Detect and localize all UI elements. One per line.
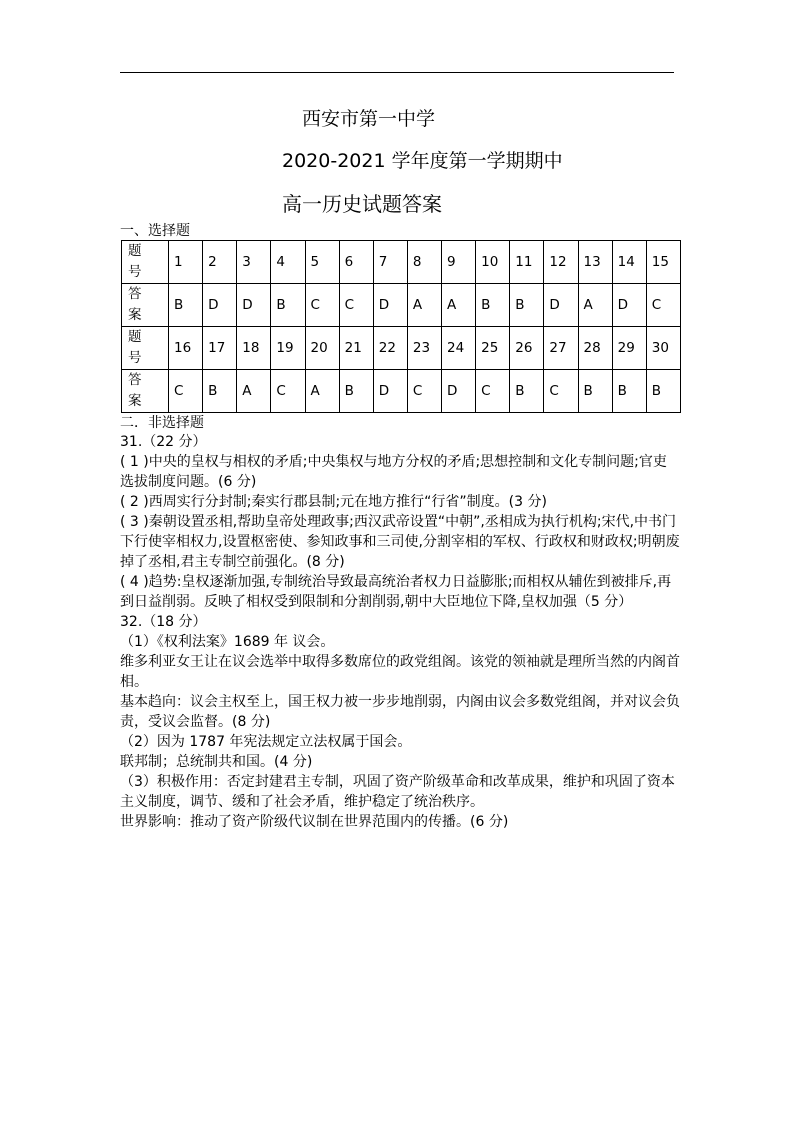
question-number-row	[122, 327, 681, 370]
answer-cell: C	[407, 370, 441, 413]
answer-cell: A	[305, 370, 339, 413]
question-number-cell: 24	[442, 327, 476, 370]
answer-cell: B	[203, 370, 237, 413]
question-number-cell: 25	[476, 327, 510, 370]
question-number-label-char: 题	[128, 329, 142, 345]
question-number-label-char: 号	[128, 264, 142, 280]
question-number-cell: 28	[578, 327, 612, 370]
question-number-cell: 11	[510, 241, 544, 284]
answer-cell: A	[237, 370, 271, 413]
document-title: 高一历史试题答案	[282, 192, 442, 216]
question-number-cell: 9	[442, 241, 476, 284]
question-number-cell: 2	[203, 241, 237, 284]
q31-part-1: ( 1 )中央的皇权与相权的矛盾;中央集权与地方分权的矛盾;思想控制和文化专制问题;官吏选拔制度问题。(6 分)	[120, 454, 667, 490]
question-number-cell: 4	[271, 241, 305, 284]
answer-label-char: 答	[128, 372, 142, 388]
question-number-cell: 15	[646, 241, 680, 284]
question-number-cell: 27	[544, 327, 578, 370]
answer-cell: D	[203, 284, 237, 327]
answer-cell: D	[373, 284, 407, 327]
question-number-label	[122, 327, 169, 370]
answer-cell: D	[373, 370, 407, 413]
answer-cell: B	[612, 370, 646, 413]
q32-part-2: （2）因为 1787 年宪法规定立法权属于国会。	[120, 734, 412, 750]
answer-label-char: 答	[128, 286, 142, 302]
question-number-cell: 17	[203, 327, 237, 370]
answer-cell: D	[544, 284, 578, 327]
answer-cell: B	[169, 284, 203, 327]
question-number-cell: 1	[169, 241, 203, 284]
q31-part-2: ( 2 )西周实行分封制;秦实行郡县制;元在地方推行“行省”制度。(3 分)	[120, 494, 547, 510]
q31-part-3: ( 3 )秦朝设置丞相,帮助皇帝处理政事;西汉武帝设置“中朝”,丞相成为执行机构;宋代,中书门下行使宰相权力,设置枢密使、参知政事和三司使,分割宰相的军权、行政权和财政权;明朝废掉了丞相,君主专制空前强化。(8 分)	[120, 514, 680, 570]
question-number-cell: 14	[612, 241, 646, 284]
answer-cell: C	[544, 370, 578, 413]
q32-part-2-detail: 联邦制；总统制共和国。(4 分)	[120, 754, 313, 770]
answer-cell: C	[271, 370, 305, 413]
answer-cell: C	[476, 370, 510, 413]
answer-label-char: 案	[128, 393, 142, 409]
question-number-cell: 6	[339, 241, 373, 284]
answer-cell: B	[578, 370, 612, 413]
answer-label	[122, 284, 169, 327]
answer-label-char: 案	[128, 307, 142, 323]
q32-part-1-detail: 维多利亚女王让在议会选举中取得多数席位的政党组阁。该党的领袖就是理所当然的内阁首相。	[120, 654, 680, 690]
question-number-row	[122, 241, 681, 284]
answer-cell: B	[510, 370, 544, 413]
q32-part-1-trend: 基本趋向：议会主权至上，国王权力被一步步地削弱，内阁由议会多数党组阁，并对议会负责，受议会监督。(8 分)	[120, 694, 680, 730]
answer-cell: B	[646, 370, 680, 413]
answer-cell: A	[407, 284, 441, 327]
question-number-label	[122, 241, 169, 284]
answer-cell: B	[476, 284, 510, 327]
answer-cell: B	[271, 284, 305, 327]
question-number-cell: 19	[271, 327, 305, 370]
question-number-cell: 21	[339, 327, 373, 370]
answer-table	[121, 240, 681, 413]
question-number-cell: 10	[476, 241, 510, 284]
answer-cell: D	[237, 284, 271, 327]
question-number-cell: 20	[305, 327, 339, 370]
question-number-cell: 7	[373, 241, 407, 284]
q31-part-4: ( 4 )趋势:皇权逐渐加强,专制统治导致最高统治者权力日益膨胀;而相权从辅佐到被排斥,再到日益削弱。反映了相权受到限制和分割削弱,朝中大臣地位下降,皇权加强（5 分）	[120, 574, 672, 610]
answer-cell: B	[339, 370, 373, 413]
question-number-cell: 30	[646, 327, 680, 370]
question-number-cell: 13	[578, 241, 612, 284]
answer-row	[122, 284, 681, 327]
question-number-cell: 22	[373, 327, 407, 370]
question-number-cell: 5	[305, 241, 339, 284]
answer-cell: B	[510, 284, 544, 327]
question-31-header: 31.（22 分）	[120, 434, 207, 450]
header-rule	[120, 72, 674, 73]
question-number-cell: 8	[407, 241, 441, 284]
answer-cell: C	[305, 284, 339, 327]
question-number-cell: 12	[544, 241, 578, 284]
question-number-cell: 16	[169, 327, 203, 370]
section-2-title: 二．非选择题	[120, 415, 204, 431]
q32-part-1: （1）《权利法案》1689 年 议会。	[120, 634, 335, 650]
question-number-cell: 3	[237, 241, 271, 284]
answer-cell: A	[442, 284, 476, 327]
question-number-cell: 18	[237, 327, 271, 370]
answer-label	[122, 370, 169, 413]
answer-cell: A	[578, 284, 612, 327]
question-number-label-char: 号	[128, 350, 142, 366]
answer-cell: C	[646, 284, 680, 327]
q32-part-3: （3）积极作用：否定封建君主专制，巩固了资产阶级革命和改革成果，维护和巩固了资本主义制度，调节、缓和了社会矛盾，维护稳定了统治秩序。	[120, 774, 675, 810]
answer-cell: C	[339, 284, 373, 327]
question-number-label-char: 题	[128, 243, 142, 259]
question-32-header: 32.（18 分）	[120, 614, 207, 630]
answer-cell: D	[612, 284, 646, 327]
section-1-title: 一、选择题	[120, 223, 190, 239]
answer-row	[122, 370, 681, 413]
q32-part-3-impact: 世界影响：推动了资产阶级代议制在世界范围内的传播。(6 分)	[120, 814, 509, 830]
question-number-cell: 26	[510, 327, 544, 370]
answers-body	[120, 432, 680, 832]
answer-cell: C	[169, 370, 203, 413]
answer-cell: D	[442, 370, 476, 413]
school-name: 西安市第一中学	[302, 108, 436, 130]
exam-term: 2020-2021 学年度第一学期期中	[282, 150, 563, 172]
question-number-cell: 23	[407, 327, 441, 370]
question-number-cell: 29	[612, 327, 646, 370]
